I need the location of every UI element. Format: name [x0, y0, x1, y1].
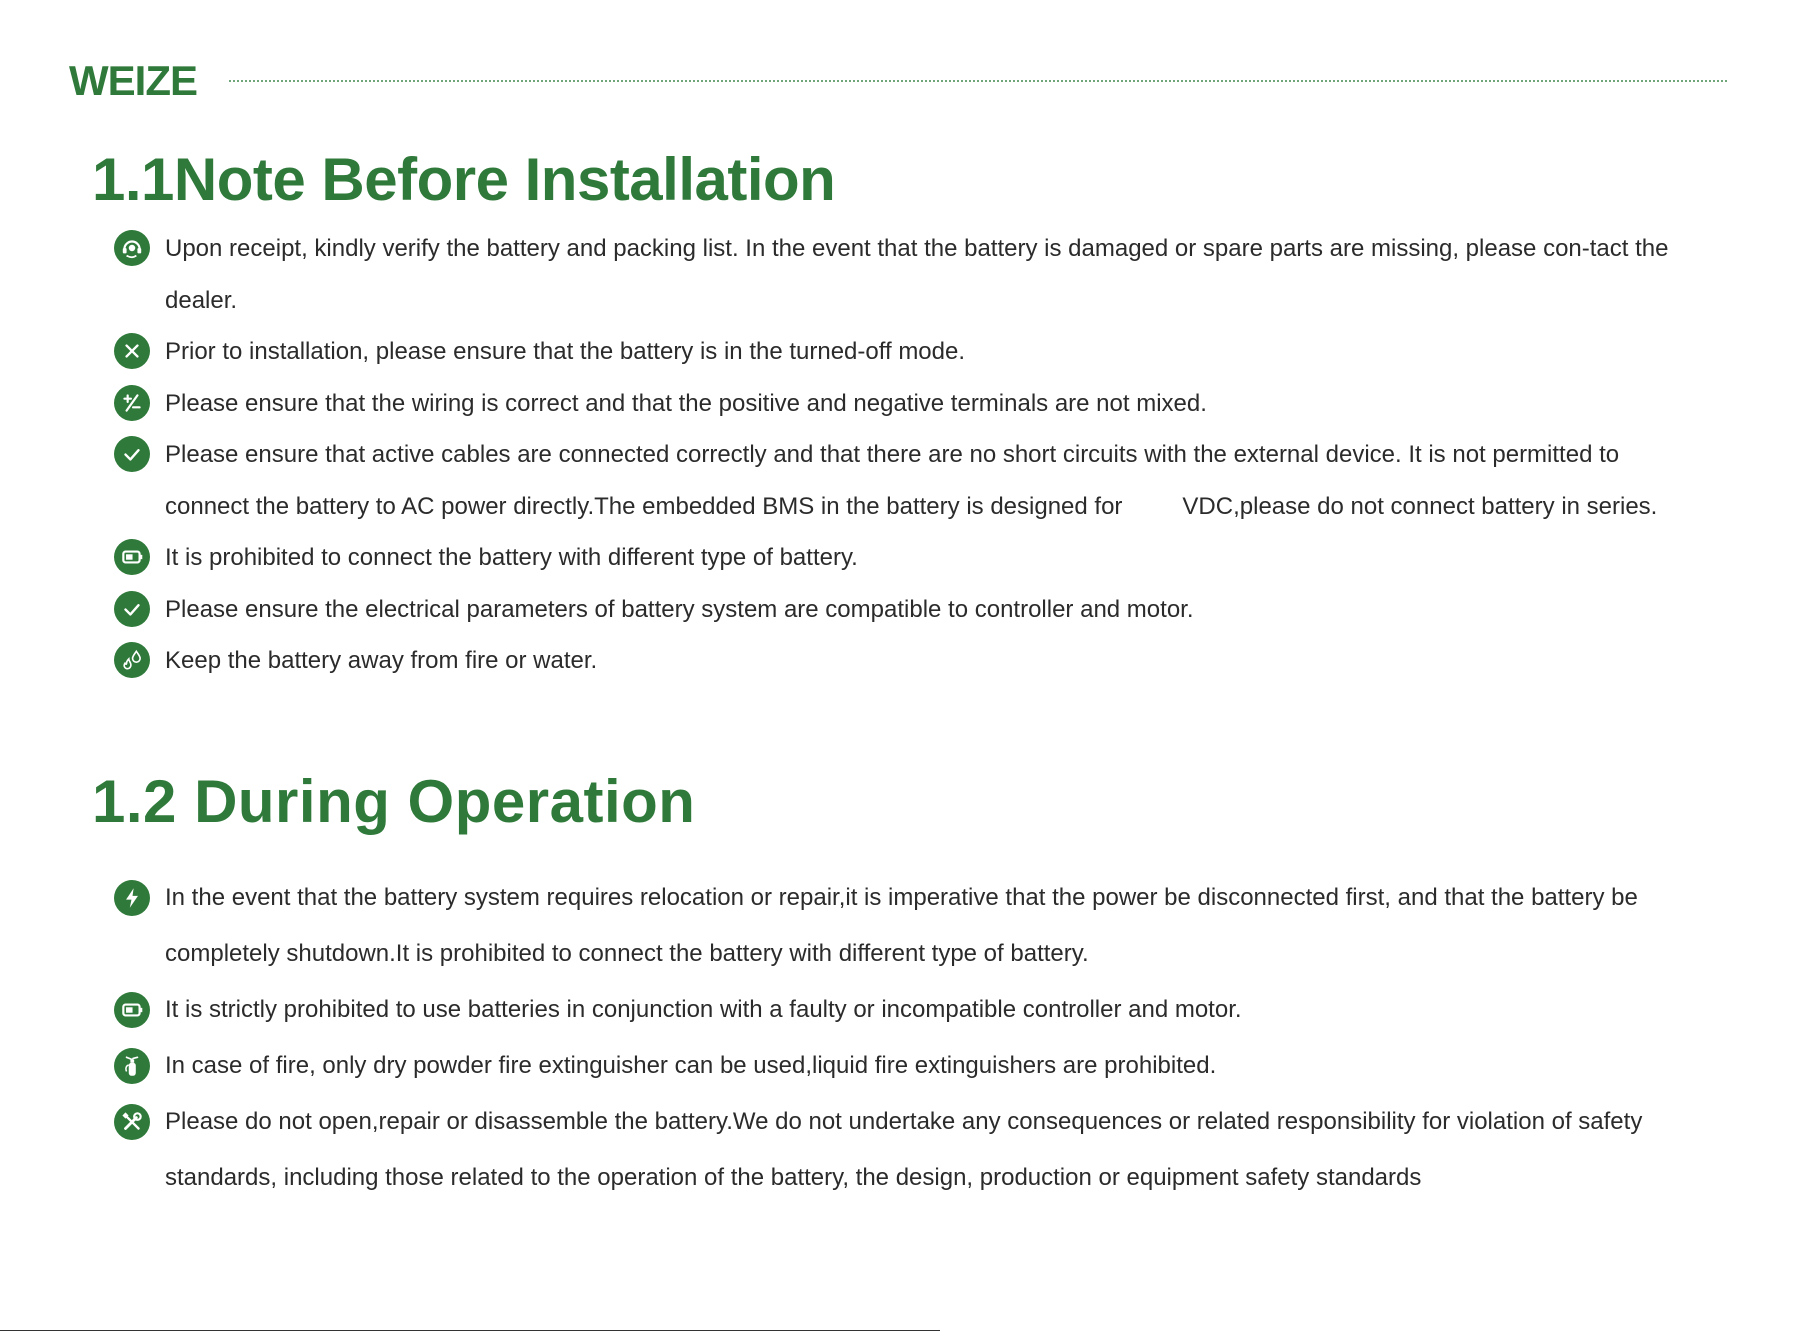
tools-icon [114, 1104, 150, 1140]
checkmark-icon [114, 436, 150, 472]
lightning-icon [114, 880, 150, 916]
list-item [114, 982, 1684, 1038]
list-item [114, 429, 1684, 532]
list-item [114, 635, 1684, 687]
plus-minus-icon [114, 385, 150, 421]
close-x-icon [114, 333, 150, 369]
item-text: Please ensure the electrical parameters of battery system are compatible to controller and motor. [165, 595, 1194, 623]
fire-extinguisher-icon [114, 1048, 150, 1084]
item-text: Please do not open,repair or disassemble the battery.We do not undertake any consequences or related responsibility for violation of safety standards, including those related to the operation of the battery, the design, production or equipment safety standards [165, 1108, 1643, 1191]
header-dotted-rule [229, 80, 1727, 82]
item-text-before: Please ensure that active cables are connected correctly and that there are no short circuits with the external device. It is not permitted to connect the battery to AC power directly.The embedded BMS in the battery is designed for [165, 441, 1620, 520]
list-item [114, 870, 1684, 982]
item-text: Upon receipt, kindly verify the battery and packing list. In the event that the battery is damaged or spare parts are missing, please con-tact the dealer. [165, 235, 1669, 314]
item-text: Please ensure that the wiring is correct and that the positive and negative terminals are not mixed. [165, 389, 1207, 417]
operation-notes-list [114, 870, 1684, 1206]
list-item [114, 326, 1684, 378]
list-item [114, 1038, 1684, 1094]
item-text: In the event that the battery system requires relocation or repair,it is imperative that the power be disconnected first, and that the battery be completely shutdown.It is prohibited to connect the battery with different type of battery. [165, 884, 1638, 967]
item-text: It is strictly prohibited to use batteries in conjunction with a faulty or incompatible controller and motor. [165, 996, 1242, 1023]
item-text: Prior to installation, please ensure that the battery is in the turned-off mode. [165, 338, 966, 365]
section-title-operation: 1.2 During Operation [92, 768, 696, 835]
battery-icon [114, 992, 150, 1028]
installation-notes-list [114, 223, 1684, 687]
fire-water-icon [114, 642, 150, 678]
item-text: It is prohibited to connect the battery with different type of battery. [165, 544, 858, 571]
list-item [114, 223, 1684, 326]
list-item [114, 532, 1684, 584]
battery-icon [114, 539, 150, 575]
item-text: In case of fire, only dry powder fire extinguisher can be used,liquid fire extinguishers are prohibited. [165, 1052, 1217, 1079]
list-item [114, 584, 1684, 636]
section-title-installation: 1.1Note Before Installation [92, 146, 836, 213]
item-text: Keep the battery away from fire or water. [165, 647, 598, 674]
page-header [69, 56, 1727, 106]
list-item [114, 378, 1684, 430]
item-text-after: VDC,please do not connect battery in series. [1182, 492, 1658, 520]
brand-logo: WEIZE [69, 57, 197, 104]
checkmark-icon [114, 591, 150, 627]
headset-icon [114, 230, 150, 266]
list-item [114, 1094, 1684, 1206]
